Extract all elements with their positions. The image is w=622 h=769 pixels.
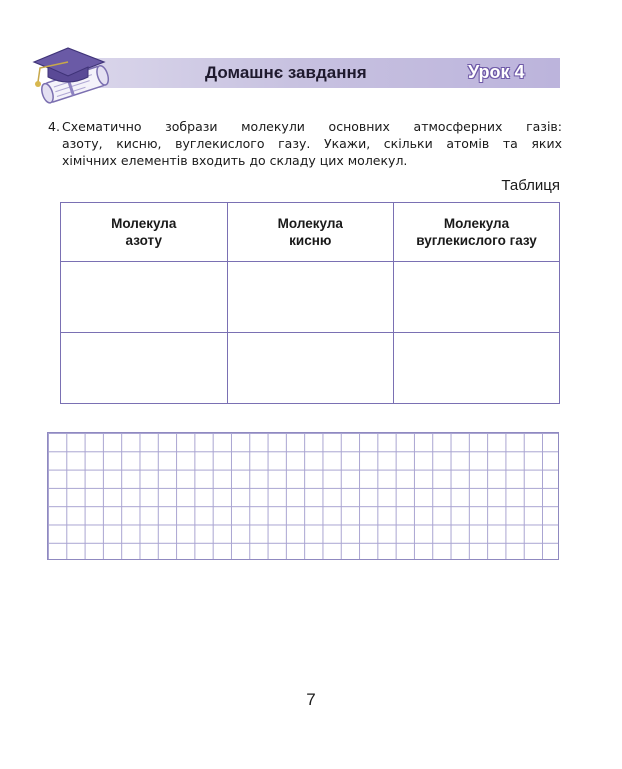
page-title: Домашнє завдання [205,63,367,82]
header-oxygen [227,203,394,262]
header-nitrogen [61,203,228,262]
molecule-table [60,202,560,404]
header-carbon-dioxide [394,203,560,262]
task-text [48,118,562,169]
lesson-label: Урок 4 [468,62,525,82]
answer-cell-oxygen[interactable] [227,262,394,333]
answer-cell-carbon-dioxide[interactable] [394,262,560,333]
header-oxygen-line1: Молекула [277,216,343,231]
task-line-3: хімічних елементів входить до складу цих молекул. [62,153,408,168]
table-caption: Таблиця [501,177,560,194]
header-co2-line1: Молекула [443,216,510,231]
page-number: 7 [306,690,316,709]
header-nitrogen-line2: азоту [125,233,162,248]
table-row [61,262,560,333]
header-nitrogen-line1: Молекула [111,216,177,231]
header-co2-line2: вуглекислого газу [416,233,537,248]
task-line-1: Схематично зобрази молекули основних атмосферних газів: [62,119,562,134]
drawing-grid[interactable] [47,432,559,560]
answer-cell-carbon-dioxide[interactable] [394,333,560,404]
header-oxygen-line2: кисню [289,233,332,248]
answer-cell-nitrogen[interactable] [61,262,228,333]
answer-cell-oxygen[interactable] [227,333,394,404]
answer-cell-nitrogen[interactable] [61,333,228,404]
task-number: 4. [48,119,60,134]
task-line-2: азоту, кисню, вуглекислого газу. Укажи, скільки атомів та яких [62,136,562,151]
table-header-row [61,203,560,262]
table-row [61,333,560,404]
graduation-cap-diploma-icon [24,40,116,106]
